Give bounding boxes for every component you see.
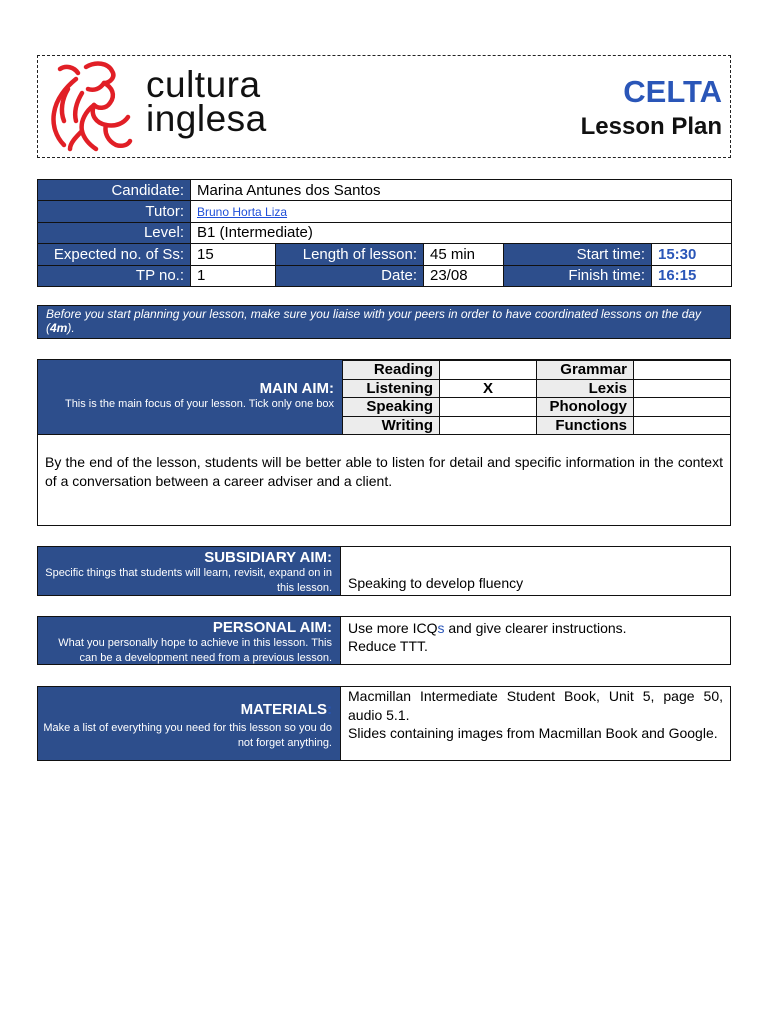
date-value[interactable]: 23/08 xyxy=(424,265,504,286)
start-time-value[interactable]: 15:30 xyxy=(652,244,732,265)
subsidiary-aim-header xyxy=(38,547,340,595)
notice-end: ). xyxy=(67,321,75,335)
table-row xyxy=(343,416,731,435)
finish-time-label: Finish time: xyxy=(504,265,652,286)
system-phonology: Phonology xyxy=(537,398,634,417)
brand-line-2: inglesa xyxy=(146,98,267,139)
main-aim-description[interactable]: By the end of the lesson, students will be better able to listen for detail and specific information in the context of a conversation between a career adviser and a client. xyxy=(38,434,730,491)
level-label: Level: xyxy=(38,222,191,243)
lesson-plan-header xyxy=(37,55,731,158)
skill-listening: Listening xyxy=(343,379,440,398)
main-aim-checklist xyxy=(342,360,731,435)
lesson-plan-title: Lesson Plan xyxy=(580,113,722,140)
brand-wordmark xyxy=(146,64,267,139)
personal-aim-subtitle: What you personally hope to achieve in this lesson. This can be a development need from a previous lesson. xyxy=(58,637,332,664)
checkbox-lexis[interactable] xyxy=(634,379,731,398)
expected-students-label: Expected no. of Ss: xyxy=(38,244,191,265)
date-label: Date: xyxy=(276,265,424,286)
subsidiary-aim-section xyxy=(37,546,731,596)
tutor-link[interactable]: Bruno Horta Liza xyxy=(197,205,288,220)
checkbox-writing[interactable] xyxy=(440,416,537,435)
table-row xyxy=(38,244,732,265)
personal-aim-line-1 xyxy=(348,619,723,637)
subsidiary-aim-content[interactable]: Speaking to develop fluency xyxy=(340,547,730,595)
personal-aim-title: PERSONAL AIM: xyxy=(212,619,332,636)
personal-aim-text: Use more ICQ xyxy=(348,620,438,636)
personal-aim-content[interactable] xyxy=(340,617,730,664)
skill-writing: Writing xyxy=(343,416,440,435)
expected-students-value[interactable]: 15 xyxy=(191,244,276,265)
main-aim-header xyxy=(38,360,342,434)
checkbox-functions[interactable] xyxy=(634,416,731,435)
main-aim-section xyxy=(37,359,731,526)
checkbox-reading[interactable] xyxy=(440,361,537,380)
lesson-info-table xyxy=(37,179,732,287)
system-functions: Functions xyxy=(537,416,634,435)
candidate-value[interactable]: Marina Antunes dos Santos xyxy=(191,180,732,201)
tutor-value[interactable] xyxy=(191,201,732,222)
personal-aim-line-2: Reduce TTT. xyxy=(348,638,428,654)
brand-line-1: cultura xyxy=(146,64,261,105)
table-row xyxy=(38,180,732,201)
tp-number-label: TP no.: xyxy=(38,265,191,286)
checkbox-speaking[interactable] xyxy=(440,398,537,417)
notice-text: Before you start planning your lesson, make sure you liaise with your peers in order to have coordinated lessons on the day ( xyxy=(46,307,702,335)
level-value[interactable]: B1 (Intermediate) xyxy=(191,222,732,243)
skill-reading: Reading xyxy=(343,361,440,380)
main-aim-title: MAIN AIM: xyxy=(259,380,334,397)
candidate-label: Candidate: xyxy=(38,180,191,201)
materials-subtitle: Make a list of everything you need for this lesson so you do not forget anything. xyxy=(43,722,332,749)
checkbox-listening[interactable]: X xyxy=(440,379,537,398)
checkbox-grammar[interactable] xyxy=(634,361,731,380)
personal-aim-text-end: and give clearer instructions. xyxy=(444,620,627,636)
personal-aim-header xyxy=(38,617,340,664)
start-time-label: Start time: xyxy=(504,244,652,265)
system-lexis: Lexis xyxy=(537,379,634,398)
table-row xyxy=(38,222,732,243)
notice-emphasis: 4m xyxy=(50,321,68,335)
lion-logo-icon xyxy=(46,59,136,155)
tp-number-value[interactable]: 1 xyxy=(191,265,276,286)
materials-title-text: MATERIALS xyxy=(240,701,327,718)
celta-title: CELTA xyxy=(623,74,722,109)
materials-line-1: Macmillan Intermediate Student Book, Unit 5, page 50, audio 5.1. xyxy=(348,688,723,723)
table-row xyxy=(343,379,731,398)
table-row xyxy=(38,201,732,222)
materials-title-colon: : xyxy=(327,701,332,718)
materials-section xyxy=(37,686,731,761)
materials-content[interactable] xyxy=(340,687,730,760)
planning-notice xyxy=(37,305,731,339)
personal-aim-accent: s xyxy=(437,620,445,636)
personal-aim-section xyxy=(37,616,731,665)
subsidiary-aim-subtitle: Specific things that students will learn, revisit, expand on in this lesson. xyxy=(45,567,332,594)
finish-time-value[interactable]: 16:15 xyxy=(652,265,732,286)
tutor-label: Tutor: xyxy=(38,201,191,222)
table-row xyxy=(343,398,731,417)
subsidiary-aim-title: SUBSIDIARY AIM: xyxy=(204,549,332,566)
checkbox-phonology[interactable] xyxy=(634,398,731,417)
materials-header xyxy=(38,687,340,760)
materials-title xyxy=(42,701,332,718)
materials-line-2: Slides containing images from Macmillan Book and Google. xyxy=(348,725,718,742)
lesson-length-label: Length of lesson: xyxy=(276,244,424,265)
main-aim-subtitle: This is the main focus of your lesson. Tick only one box xyxy=(64,398,334,410)
skill-speaking: Speaking xyxy=(343,398,440,417)
lesson-length-value[interactable]: 45 min xyxy=(424,244,504,265)
system-grammar: Grammar xyxy=(537,361,634,380)
table-row xyxy=(38,265,732,286)
table-row xyxy=(343,361,731,380)
